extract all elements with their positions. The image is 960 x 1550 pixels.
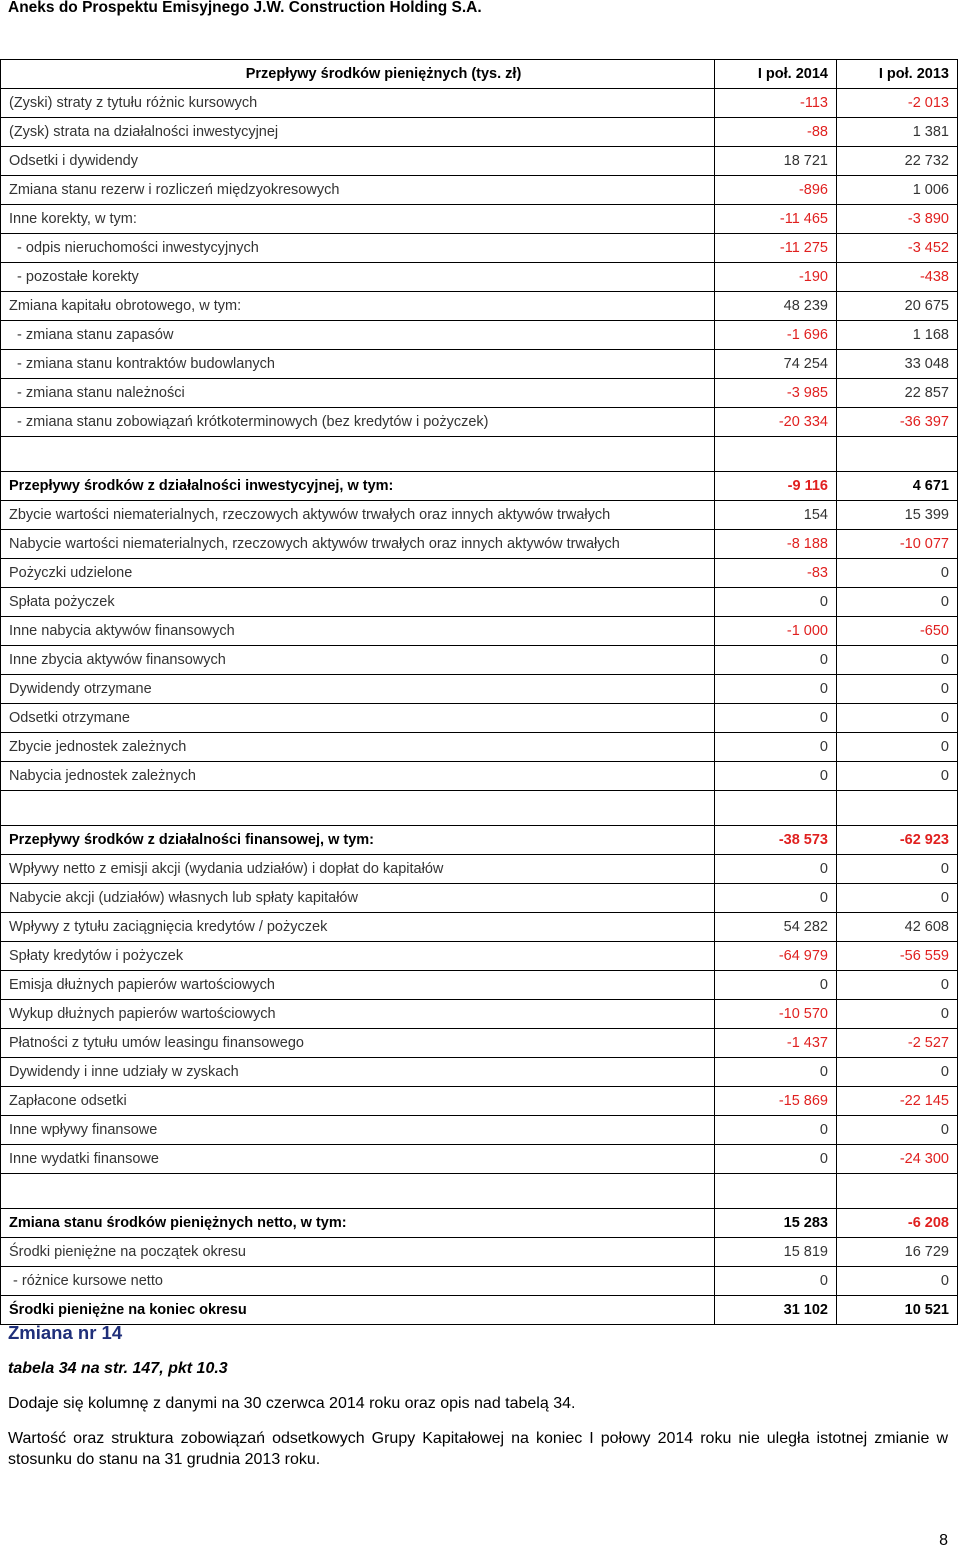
value-2014: 0 [715, 733, 837, 762]
table-row [1, 646, 958, 675]
value-2013: 0 [837, 675, 958, 704]
row-label: Spłaty kredytów i pożyczek [1, 942, 715, 971]
table-row [1, 472, 958, 501]
row-label: Dywidendy otrzymane [1, 675, 715, 704]
value-2014: 0 [715, 588, 837, 617]
value-2013: 0 [837, 1000, 958, 1029]
row-label: Zbycie jednostek zależnych [1, 733, 715, 762]
row-label: Nabycia jednostek zależnych [1, 762, 715, 791]
row-label: Emisja dłużnych papierów wartościowych [1, 971, 715, 1000]
table-row [1, 762, 958, 791]
table-header-col-2014: I poł. 2014 [715, 60, 837, 89]
table-row [1, 408, 958, 437]
value-2014: -88 [715, 118, 837, 147]
value-2013: 0 [837, 1058, 958, 1087]
table-row [1, 1238, 958, 1267]
value-2014: 15 283 [715, 1209, 837, 1238]
value-2014: 0 [715, 1116, 837, 1145]
page-number: 8 [939, 1532, 948, 1549]
row-label: Przepływy środków z działalności inwestycyjnej, w tym: [1, 472, 715, 501]
table-row [1, 530, 958, 559]
value-2013: -56 559 [837, 942, 958, 971]
row-label: Odsetki otrzymane [1, 704, 715, 733]
value-2013: 0 [837, 855, 958, 884]
value-2013: 20 675 [837, 292, 958, 321]
table-spacer-cell [1, 791, 715, 826]
row-label: Wpływy z tytułu zaciągnięcia kredytów / pożyczek [1, 913, 715, 942]
table-row [1, 263, 958, 292]
paragraph-2: Wartość oraz struktura zobowiązań odsetkowych Grupy Kapitałowej na koniec I połowy 2014 roku nie uległa istotnej zmianie w stosunku do stanu na 31 grudnia 2013 roku. [8, 1430, 948, 1468]
table-row [1, 913, 958, 942]
value-2014: 54 282 [715, 913, 837, 942]
table-row [1, 1116, 958, 1145]
value-2014: -1 696 [715, 321, 837, 350]
row-label: Inne wydatki finansowe [1, 1145, 715, 1174]
row-label: - zmiana stanu zapasów [1, 321, 715, 350]
cash-flow-table [0, 59, 958, 1325]
table-row [1, 234, 958, 263]
row-label: Pożyczki udzielone [1, 559, 715, 588]
paragraph-1: Dodaje się kolumnę z danymi na 30 czerwca 2014 roku oraz opis nad tabelą 34. [8, 1395, 576, 1412]
value-2013: 0 [837, 733, 958, 762]
value-2014: 0 [715, 884, 837, 913]
table-row [1, 971, 958, 1000]
value-2014: 0 [715, 1145, 837, 1174]
table-row [1, 1209, 958, 1238]
value-2013: 0 [837, 559, 958, 588]
table-row [1, 1087, 958, 1116]
value-2013: 16 729 [837, 1238, 958, 1267]
table-spacer-cell [837, 1174, 958, 1209]
value-2014: 31 102 [715, 1296, 837, 1325]
value-2013: 10 521 [837, 1296, 958, 1325]
table-spacer-cell [837, 791, 958, 826]
table-row [1, 733, 958, 762]
value-2013: 0 [837, 884, 958, 913]
value-2013: -24 300 [837, 1145, 958, 1174]
row-label: Zbycie wartości niematerialnych, rzeczowych aktywów trwałych oraz innych aktywów trwałych [1, 501, 715, 530]
row-label: Zmiana stanu rezerw i rozliczeń międzyokresowych [1, 176, 715, 205]
table-row [1, 704, 958, 733]
value-2014: -1 437 [715, 1029, 837, 1058]
value-2014: -3 985 [715, 379, 837, 408]
table-row [1, 147, 958, 176]
value-2014: -15 869 [715, 1087, 837, 1116]
value-2014: -83 [715, 559, 837, 588]
row-label: Wpływy netto z emisji akcji (wydania udziałów) i dopłat do kapitałów [1, 855, 715, 884]
table-row [1, 826, 958, 855]
table-row [1, 321, 958, 350]
table-spacer-row [1, 1174, 958, 1209]
value-2014: 0 [715, 675, 837, 704]
row-label: (Zysk) strata na działalności inwestycyjnej [1, 118, 715, 147]
table-row [1, 675, 958, 704]
value-2013: -2 013 [837, 89, 958, 118]
table-row [1, 942, 958, 971]
value-2013: -2 527 [837, 1029, 958, 1058]
table-row [1, 176, 958, 205]
value-2014: 154 [715, 501, 837, 530]
value-2014: -38 573 [715, 826, 837, 855]
table-row [1, 1029, 958, 1058]
row-label: Przepływy środków z działalności finansowej, w tym: [1, 826, 715, 855]
table-spacer-cell [1, 437, 715, 472]
row-label: Dywidendy i inne udziały w zyskach [1, 1058, 715, 1087]
value-2014: -64 979 [715, 942, 837, 971]
value-2013: 33 048 [837, 350, 958, 379]
value-2013: 1 168 [837, 321, 958, 350]
table-row [1, 1145, 958, 1174]
value-2013: 0 [837, 762, 958, 791]
table-row [1, 1058, 958, 1087]
table-spacer-cell [715, 791, 837, 826]
value-2013: -438 [837, 263, 958, 292]
value-2014: 18 721 [715, 147, 837, 176]
row-label: Odsetki i dywidendy [1, 147, 715, 176]
value-2013: 0 [837, 1267, 958, 1296]
table-row [1, 1267, 958, 1296]
row-label: - zmiana stanu kontraktów budowlanych [1, 350, 715, 379]
table-header-col-2013: I poł. 2013 [837, 60, 958, 89]
table-row [1, 350, 958, 379]
value-2013: 0 [837, 1116, 958, 1145]
table-spacer-row [1, 791, 958, 826]
value-2013: -10 077 [837, 530, 958, 559]
row-label: Spłata pożyczek [1, 588, 715, 617]
table-row [1, 118, 958, 147]
table-row [1, 559, 958, 588]
value-2013: 0 [837, 588, 958, 617]
value-2013: 0 [837, 971, 958, 1000]
value-2013: -22 145 [837, 1087, 958, 1116]
table-spacer-cell [715, 1174, 837, 1209]
table-row [1, 617, 958, 646]
table-row [1, 292, 958, 321]
value-2014: -9 116 [715, 472, 837, 501]
row-label: Środki pieniężne na początek okresu [1, 1238, 715, 1267]
value-2013: -3 452 [837, 234, 958, 263]
value-2014: 0 [715, 1058, 837, 1087]
value-2014: 0 [715, 762, 837, 791]
document-header: Aneks do Prospektu Emisyjnego J.W. Construction Holding S.A. [8, 0, 482, 16]
value-2013: -62 923 [837, 826, 958, 855]
value-2013: -36 397 [837, 408, 958, 437]
table-row [1, 588, 958, 617]
row-label: - zmiana stanu należności [1, 379, 715, 408]
table-reference: tabela 34 na str. 147, pkt 10.3 [8, 1360, 228, 1377]
value-2013: -3 890 [837, 205, 958, 234]
change-title: Zmiana nr 14 [8, 1322, 123, 1343]
row-label: Nabycie wartości niematerialnych, rzeczowych aktywów trwałych oraz innych aktywów trwałych [1, 530, 715, 559]
row-label: - różnice kursowe netto [1, 1267, 715, 1296]
value-2013: 15 399 [837, 501, 958, 530]
table-row [1, 379, 958, 408]
row-label: Inne nabycia aktywów finansowych [1, 617, 715, 646]
table-header-row [1, 60, 958, 89]
row-label: Wykup dłużnych papierów wartościowych [1, 1000, 715, 1029]
table-row [1, 1000, 958, 1029]
value-2013: 1 006 [837, 176, 958, 205]
row-label: Nabycie akcji (udziałów) własnych lub spłaty kapitałów [1, 884, 715, 913]
value-2014: -1 000 [715, 617, 837, 646]
table-row [1, 1296, 958, 1325]
value-2014: 0 [715, 646, 837, 675]
row-label: (Zyski) straty z tytułu różnic kursowych [1, 89, 715, 118]
row-label: - pozostałe korekty [1, 263, 715, 292]
row-label: Inne zbycia aktywów finansowych [1, 646, 715, 675]
value-2013: 42 608 [837, 913, 958, 942]
table-row [1, 884, 958, 913]
row-label: Środki pieniężne na koniec okresu [1, 1296, 715, 1325]
value-2013: 1 381 [837, 118, 958, 147]
value-2014: 48 239 [715, 292, 837, 321]
table-spacer-cell [837, 437, 958, 472]
table-spacer-cell [1, 1174, 715, 1209]
value-2014: -190 [715, 263, 837, 292]
value-2014: 0 [715, 1267, 837, 1296]
value-2014: 15 819 [715, 1238, 837, 1267]
row-label: Płatności z tytułu umów leasingu finansowego [1, 1029, 715, 1058]
value-2014: -10 570 [715, 1000, 837, 1029]
value-2013: 22 732 [837, 147, 958, 176]
value-2014: 0 [715, 704, 837, 733]
value-2014: -11 275 [715, 234, 837, 263]
value-2014: -113 [715, 89, 837, 118]
value-2014: 74 254 [715, 350, 837, 379]
value-2013: -650 [837, 617, 958, 646]
value-2014: -20 334 [715, 408, 837, 437]
value-2013: 4 671 [837, 472, 958, 501]
row-label: Zapłacone odsetki [1, 1087, 715, 1116]
row-label: - zmiana stanu zobowiązań krótkoterminowych (bez kredytów i pożyczek) [1, 408, 715, 437]
table-row [1, 501, 958, 530]
value-2013: 0 [837, 704, 958, 733]
value-2013: 22 857 [837, 379, 958, 408]
value-2014: -896 [715, 176, 837, 205]
table-spacer-cell [715, 437, 837, 472]
table-row [1, 89, 958, 118]
row-label: - odpis nieruchomości inwestycyjnych [1, 234, 715, 263]
value-2013: -6 208 [837, 1209, 958, 1238]
table-spacer-row [1, 437, 958, 472]
table-row [1, 855, 958, 884]
table-header-label: Przepływy środków pieniężnych (tys. zł) [1, 60, 715, 89]
value-2014: 0 [715, 855, 837, 884]
row-label: Inne korekty, w tym: [1, 205, 715, 234]
row-label: Zmiana kapitału obrotowego, w tym: [1, 292, 715, 321]
table-row [1, 205, 958, 234]
value-2013: 0 [837, 646, 958, 675]
value-2014: -11 465 [715, 205, 837, 234]
row-label: Inne wpływy finansowe [1, 1116, 715, 1145]
row-label: Zmiana stanu środków pieniężnych netto, w tym: [1, 1209, 715, 1238]
value-2014: 0 [715, 971, 837, 1000]
value-2014: -8 188 [715, 530, 837, 559]
